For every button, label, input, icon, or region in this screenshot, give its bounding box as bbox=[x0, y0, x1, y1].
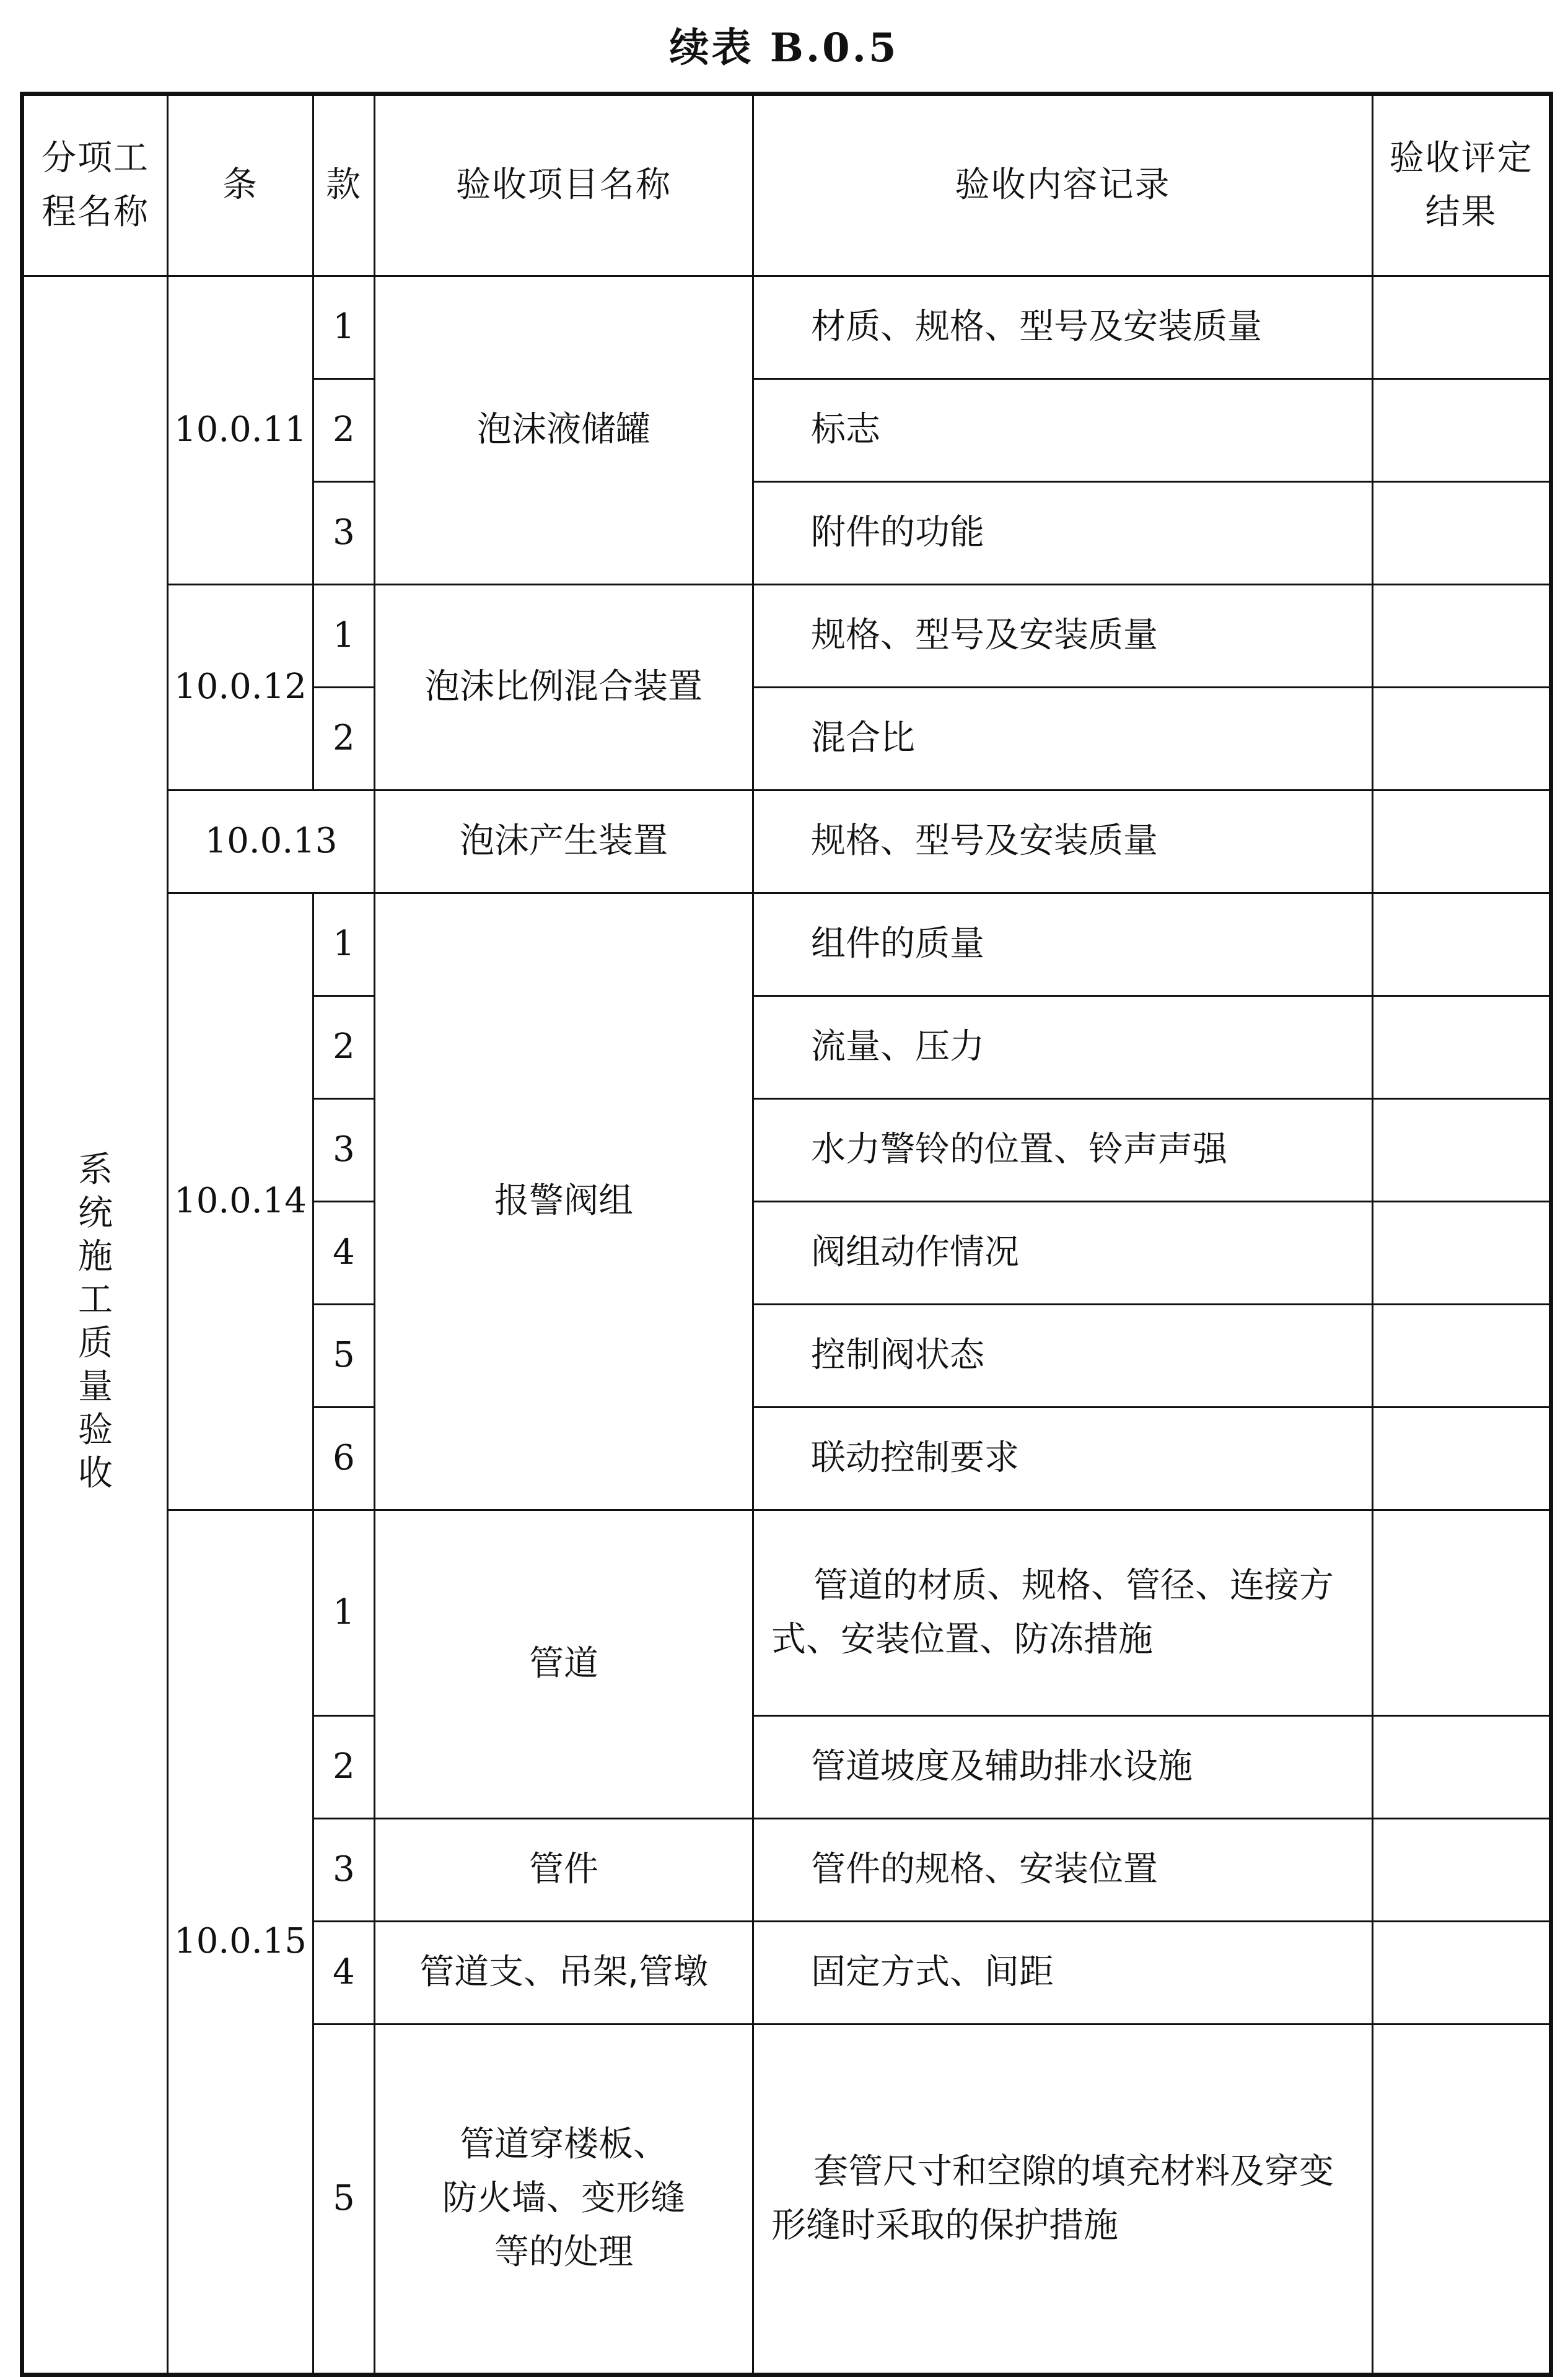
content-cell: 控制阀状态 bbox=[753, 1305, 1373, 1407]
result-cell bbox=[1373, 1922, 1551, 2025]
clause-cell: 3 bbox=[313, 1819, 375, 1922]
item-name-cell: 泡沫产生装置 bbox=[375, 790, 753, 893]
content-cell: 附件的功能 bbox=[753, 482, 1373, 585]
clause-cell: 3 bbox=[313, 482, 375, 585]
clause-cell: 4 bbox=[313, 1202, 375, 1305]
result-cell bbox=[1373, 688, 1551, 790]
content-cell: 管件的规格、安装位置 bbox=[753, 1819, 1373, 1922]
article-cell: 10.0.12 bbox=[168, 585, 313, 790]
header-article: 条 bbox=[168, 94, 313, 276]
article-cell: 10.0.15 bbox=[168, 1510, 313, 2375]
result-cell bbox=[1373, 1202, 1551, 1305]
result-cell bbox=[1373, 482, 1551, 585]
content-cell: 水力警铃的位置、铃声声强 bbox=[753, 1099, 1373, 1202]
item-name-cell: 管道支、吊架,管墩 bbox=[375, 1922, 753, 2025]
content-cell: 规格、型号及安装质量 bbox=[753, 790, 1373, 893]
clause-cell: 2 bbox=[313, 379, 375, 482]
result-cell bbox=[1373, 996, 1551, 1099]
clause-cell: 2 bbox=[313, 688, 375, 790]
content-cell: 标志 bbox=[753, 379, 1373, 482]
result-cell bbox=[1373, 893, 1551, 996]
header-result: 验收评定结果 bbox=[1373, 94, 1551, 276]
item-name-cell: 管道 bbox=[375, 1510, 753, 1819]
result-cell bbox=[1373, 1510, 1551, 1716]
table-row bbox=[22, 790, 1551, 893]
content-cell: 材质、规格、型号及安装质量 bbox=[753, 276, 1373, 379]
clause-cell: 1 bbox=[313, 585, 375, 688]
article-cell: 10.0.13 bbox=[168, 790, 375, 893]
result-cell bbox=[1373, 1305, 1551, 1407]
clause-cell: 3 bbox=[313, 1099, 375, 1202]
content-cell: 阀组动作情况 bbox=[753, 1202, 1373, 1305]
header-clause: 款 bbox=[313, 94, 375, 276]
acceptance-table bbox=[20, 92, 1553, 2377]
header-item-name: 验收项目名称 bbox=[375, 94, 753, 276]
result-cell bbox=[1373, 1716, 1551, 1819]
clause-cell: 2 bbox=[313, 1716, 375, 1819]
result-cell bbox=[1373, 1099, 1551, 1202]
content-cell: 组件的质量 bbox=[753, 893, 1373, 996]
clause-cell: 5 bbox=[313, 1305, 375, 1407]
result-cell bbox=[1373, 276, 1551, 379]
item-name-cell: 管件 bbox=[375, 1819, 753, 1922]
content-cell: 固定方式、间距 bbox=[753, 1922, 1373, 2025]
result-cell bbox=[1373, 585, 1551, 688]
header-subproject: 分项工程名称 bbox=[22, 94, 168, 276]
content-cell: 管道的材质、规格、管径、连接方式、安装位置、防冻措施 bbox=[753, 1510, 1373, 1716]
article-cell: 10.0.14 bbox=[168, 893, 313, 1510]
article-cell: 10.0.11 bbox=[168, 276, 313, 585]
item-name-cell bbox=[375, 2025, 753, 2375]
clause-cell: 4 bbox=[313, 1922, 375, 2025]
result-cell bbox=[1373, 1819, 1551, 1922]
item-name-line: 管道穿楼板、 bbox=[460, 2124, 668, 2165]
result-cell bbox=[1373, 790, 1551, 893]
table-row bbox=[22, 585, 1551, 688]
clause-cell: 1 bbox=[313, 1510, 375, 1716]
header-row bbox=[22, 94, 1551, 276]
header-content: 验收内容记录 bbox=[753, 94, 1373, 276]
clause-cell: 6 bbox=[313, 1407, 375, 1510]
subproject-name: 系统施工质量验收 bbox=[22, 276, 168, 2375]
content-cell: 规格、型号及安装质量 bbox=[753, 585, 1373, 688]
table-row bbox=[22, 893, 1551, 996]
clause-cell: 5 bbox=[313, 2025, 375, 2375]
content-cell: 联动控制要求 bbox=[753, 1407, 1373, 1510]
content-cell: 套管尺寸和空隙的填充材料及穿变形缝时采取的保护措施 bbox=[753, 2025, 1373, 2375]
table-title: 续表 B.0.5 bbox=[669, 25, 899, 71]
item-name-cell: 报警阀组 bbox=[375, 893, 753, 1510]
item-name-line: 等的处理 bbox=[494, 2231, 633, 2272]
result-cell bbox=[1373, 379, 1551, 482]
item-name-cell: 泡沫比例混合装置 bbox=[375, 585, 753, 790]
content-cell: 流量、压力 bbox=[753, 996, 1373, 1099]
item-name-line: 防火墙、变形缝 bbox=[442, 2178, 685, 2219]
table-row bbox=[22, 1510, 1551, 1716]
content-cell: 混合比 bbox=[753, 688, 1373, 790]
result-cell bbox=[1373, 2025, 1551, 2375]
clause-cell: 1 bbox=[313, 276, 375, 379]
table-row bbox=[22, 276, 1551, 379]
result-cell bbox=[1373, 1407, 1551, 1510]
item-name-cell: 泡沫液储罐 bbox=[375, 276, 753, 585]
clause-cell: 2 bbox=[313, 996, 375, 1099]
clause-cell: 1 bbox=[313, 893, 375, 996]
content-cell: 管道坡度及辅助排水设施 bbox=[753, 1716, 1373, 1819]
